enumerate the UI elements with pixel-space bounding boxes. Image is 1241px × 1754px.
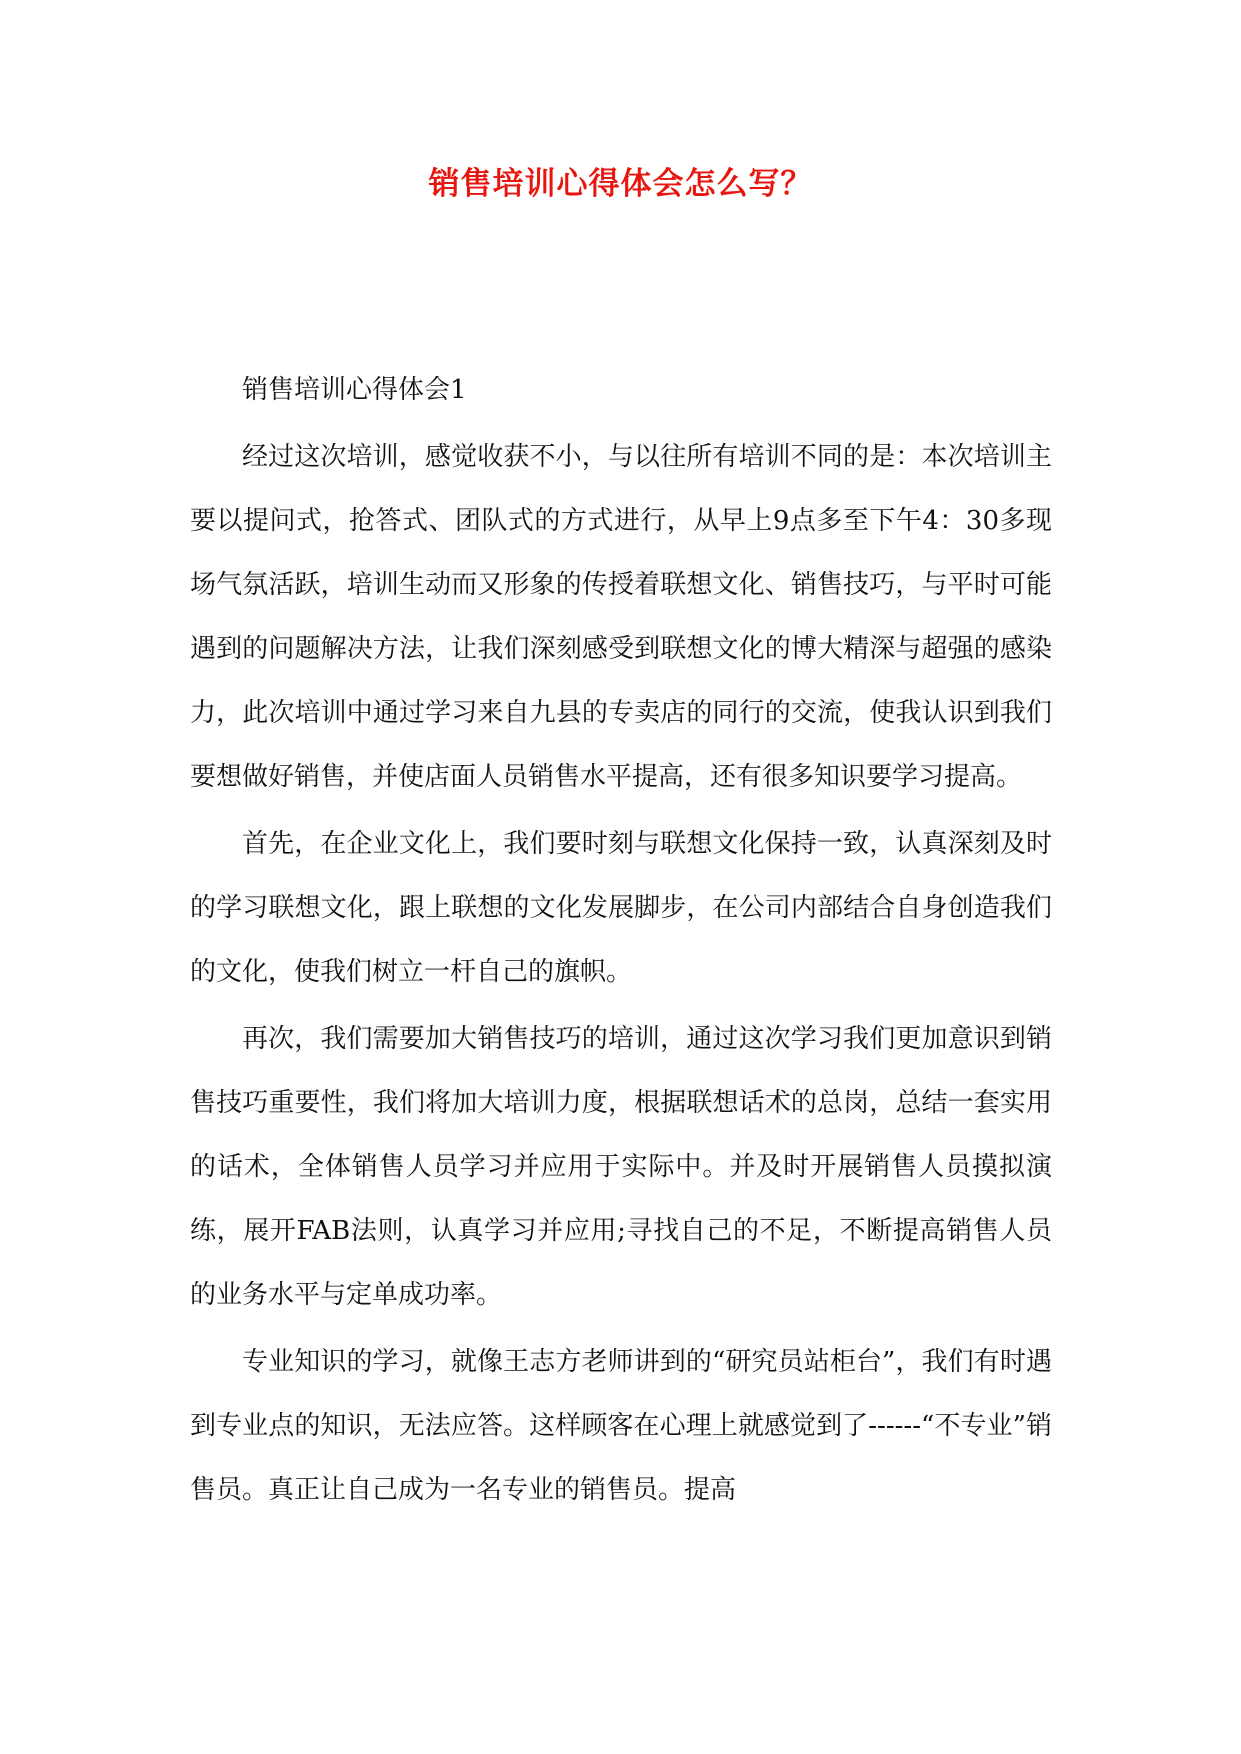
document-title: 销售培训心得体会怎么写？ [428, 166, 813, 202]
document-body [190, 358, 1052, 1525]
paragraph-sales-skills: 再次，我们需要加大销售技巧的培训，通过这次学习我们更加意识到销售技巧重要性，我们将加大培训力度，根据联想话术的总岗，总结一套实用的话术，全体销售人员学习并应用于实际中。并及时开展销售人员摸拟演练，展开FAB法则，认真学习并应用;寻找自己的不足，不断提高销售人员的业务水平与定单成功率。 [190, 1024, 1052, 1310]
paragraph-professional-knowledge: 专业知识的学习，就像王志方老师讲到的“研究员站柜台”，我们有时遇到专业点的知识，无法应答。这样顾客在心理上就感觉到了------“不专业”销售员。真正让自己成为一名专业的销售员。提高 [190, 1347, 1052, 1505]
paragraph-training-summary: 经过这次培训，感觉收获不小，与以往所有培训不同的是：本次培训主要以提问式，抢答式、团队式的方式进行，从早上9点多至下午4：30多现场气氛活跃，培训生动而又形象的传授着联想文化、销售技巧，与平时可能遇到的问题解决方法，让我们深刻感受到联想文化的博大精深与超强的感染力，此次培训中通过学习来自九县的专卖店的同行的交流，使我认识到我们要想做好销售，并使店面人员销售水平提高，还有很多知识要学习提高。 [190, 442, 1052, 792]
paragraph-corporate-culture: 首先，在企业文化上，我们要时刻与联想文化保持一致，认真深刻及时的学习联想文化，跟上联想的文化发展脚步，在公司内部结合自身创造我们的文化，使我们树立一杆自己的旗帜。 [190, 829, 1052, 987]
section-heading: 销售培训心得体会1 [242, 375, 467, 405]
